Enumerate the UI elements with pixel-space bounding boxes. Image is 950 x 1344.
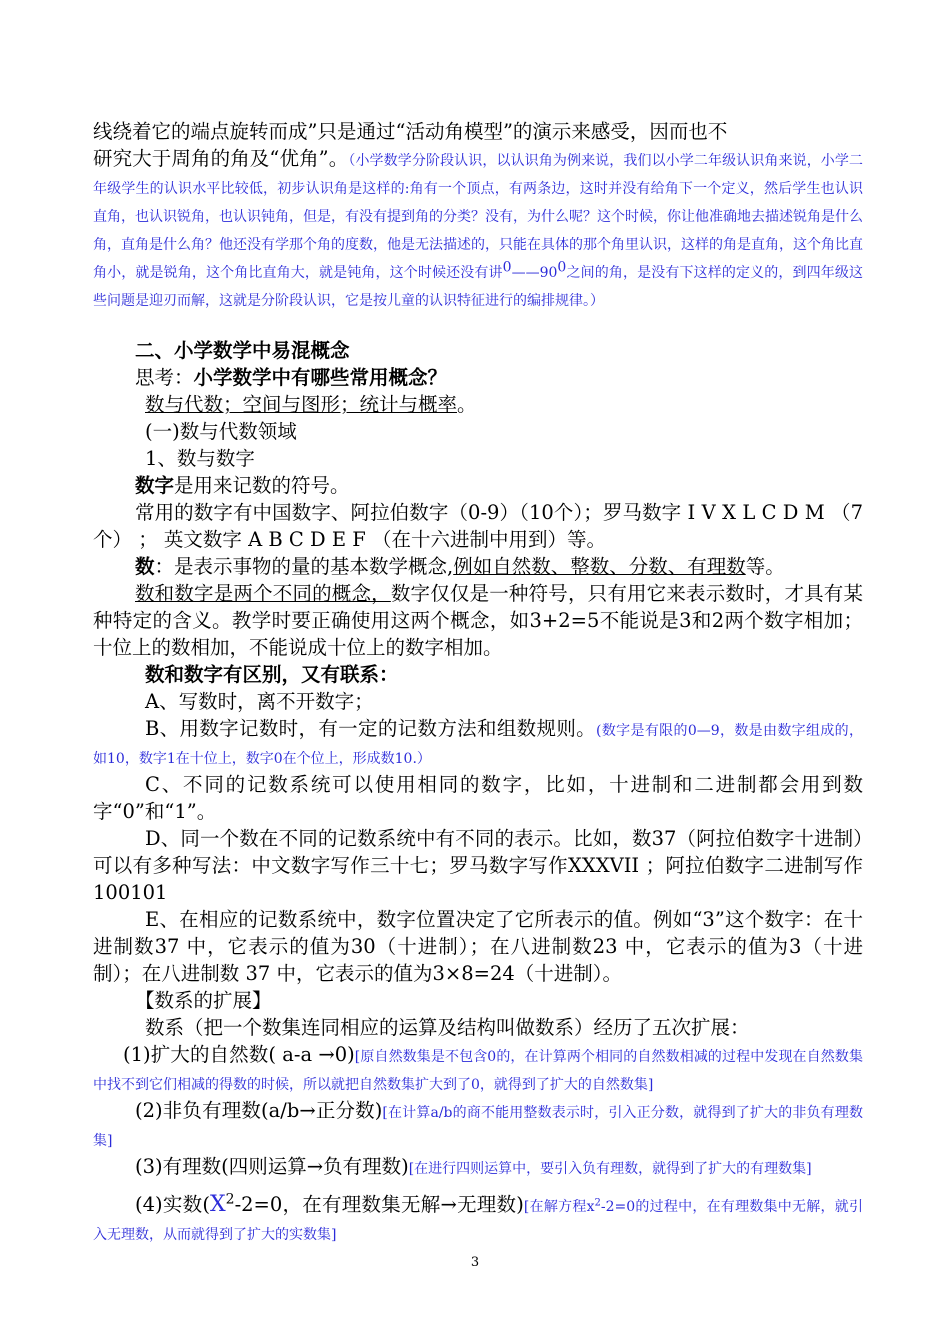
number-system-title: 【数系的扩展】 — [135, 989, 272, 1012]
think-question: 思考：小学数学中有哪些常用概念？ — [135, 366, 448, 389]
intro-paragraph: 线绕着它的端点旋转而成”只是通过“活动角模型”的演示来感受，因而也不 研究大于周角的角及“优角”。（小学数学分阶段认识，以认识角为例来说，我们以小学二年级认识角来说，小学二年级学生的认识水平比较低，初步认识角是这样的:角有一个顶点，有两条边，这时并没有给角下一个定义，然后学生也认识直角，也认识锐角，也认识钝角，但是，有没有提到角的分类？没有，为什么呢？这个时候，你让他准确地去描述锐角是什么角，直角是什么角？他还没有学那个角的度数，他是无法描述的，只能在具体的那个角里认识，这样的角是直角，这个角比直角小，就是锐角，这个角比直角大，就是钝角，这个时候还没有讲0——900之间的角，是没有下这样的定义的，到四年级这些问题是迎刃而解，这就是分阶段认识，它是按儿童的认识特征进行的编排规律。） — [93, 120, 864, 309]
ext-1: (1)扩大的自然数( a-a →0)[原自然数集是不包含0的，在计算两个相同的自然数相减的过程中发现在自然数集中找不到它们相减的得数的时候，所以就把自然数集扩大到了0，就得到了扩大的自然数集] — [93, 1043, 863, 1093]
item-e: E、在相应的记数系统中，数字位置决定了它所表示的值。例如“3”这个数字：在十进制数37 中，它表示的值为30（十进制）；在八进制数23 中，它表示的值为3（十进制）；在八进制数 37 中，它表示的值为3×8=24（十进制）。 — [93, 908, 863, 985]
item-d: D、同一个数在不同的记数系统中有不同的表示。比如，数37（阿拉伯数字十进制）可以有多种写法：中文数字写作三十七；罗马数字写作XXXVII ；阿拉伯数字二进制写作100101 — [93, 827, 863, 904]
digit-definition: 数字是用来记数的符号。 — [135, 474, 350, 497]
relation-title: 数和数字有区别，又有联系： — [145, 663, 399, 686]
subsection-number-algebra: (一)数与代数领域 — [145, 420, 297, 443]
item-b: B、用数字记数时，有一定的记数方法和组数规则。(数字是有限的0—9，数是由数字组成的，如10，数字1在十位上，数字0在个位上，形成数10.） — [93, 717, 863, 767]
number-digit-difference: 数和数字是两个不同的概念，数字仅仅是一种符号，只有用它来表示数时，才具有某种特定的含义。教学时要正确使用这两个概念，如3+2=5不能说是3和2两个数字相加；十位上的数相加，不能说成十位上的数字相加。 — [93, 582, 863, 659]
number-system-intro: 数系（把一个数集连同相应的运算及结构叫做数系）经历了五次扩展： — [145, 1016, 750, 1039]
item-c: C、不同的记数系统可以使用相同的数字，比如，十进制和二进制都会用到数字“0”和“1”。 — [93, 773, 863, 823]
ext-3: (3)有理数(四则运算→负有理数)[在进行四则运算中，要引入负有理数，就得到了扩大的有理数集] — [135, 1155, 812, 1178]
document-page — [93, 118, 863, 1247]
domains-list: 数与代数；空间与图形；统计与概率。 — [145, 393, 477, 416]
page-number: 3 — [470, 1255, 480, 1270]
ext-2: (2)非负有理数(a/b→正分数)[在计算a/b的商不能用整数表示时，引入正分数，就得到了扩大的非负有理数集] — [93, 1099, 863, 1149]
common-digits: 常用的数字有中国数字、阿拉伯数字（0-9）（10个）；罗马数字 Ⅰ Ⅴ Ⅹ Ⅼ Ⅽ Ⅾ Ⅿ （7个） ； 英文数字 A B C D E F （在十六进制中用到）等。 — [93, 501, 863, 551]
section-2-title: 二、小学数学中易混概念 — [135, 339, 350, 362]
ext-4: (4)实数($X^2-2=0$，在有理数集无解→无理数)[在解方程$x^2-2=0$的过程中，在有理数集中无解，就引入无理数，从而就得到了扩大的实数集] — [93, 1191, 864, 1243]
angle-note: （小学数学分阶段认识，以认识角为例来说，我们以小学二年级认识角来说，小学二年级学生的认识水平比较低，初步认识角是这样的:角有一个顶点，有两条边，这时并没有给角下一个定义，然后学生也认识直角，也认识锐角，也认识钝角，但是，有没有提到角的分类？没有，为什么呢？这个时候，你让他准确地去描述锐角是什么角，直角是什么角？他还没有学那个角的度数，他是无法描述的，只能在具体的那个角里认识，这样的角是直角，这个角比直角小，就是锐角，这个角比直角大，就是钝角，这个时候还没有讲0——900之间的角，是没有下这样的定义的，到四年级这些问题是迎刃而解，这就是分阶段认识，它是按儿童的认识特征进行的编排规律。） — [93, 153, 864, 309]
number-definition: 数：是表示事物的量的基本数学概念,例如自然数、整数、分数、有理数等。 — [135, 555, 785, 578]
item-a: A、写数时，离不开数字； — [145, 690, 374, 713]
subsection-number-and-digit: 1、数与数字 — [145, 447, 255, 470]
